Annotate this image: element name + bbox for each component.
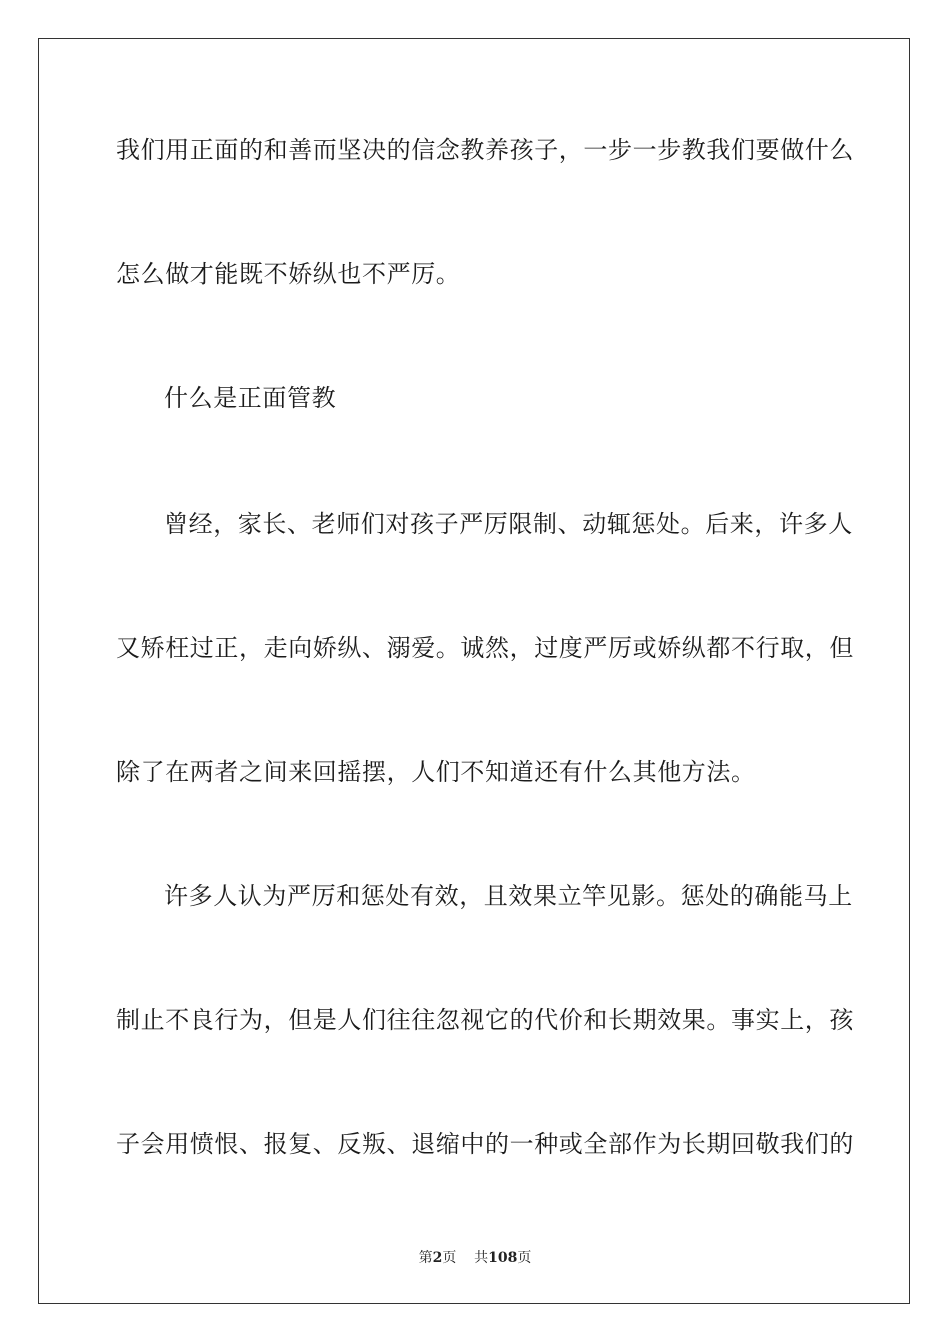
- body-text-line: 怎么做才能既不娇纵也不严厉。: [116, 260, 461, 288]
- page-border: [38, 38, 910, 1304]
- page-footer: [0, 1248, 950, 1268]
- footer-page-number: 2: [432, 1250, 443, 1266]
- body-text-line: 又矫枉过正，走向娇纵、溺爱。诚然，过度严厉或娇纵都不行取，但: [116, 634, 854, 662]
- body-text-line: 制止不良行为，但是人们往往忽视它的代价和长期效果。事实上，孩: [116, 1006, 854, 1034]
- footer-page-suffix: 页: [442, 1250, 457, 1266]
- footer-total-number: 108: [488, 1250, 518, 1266]
- section-heading: 什么是正面管教: [164, 384, 337, 412]
- body-text-line: 子会用愤恨、报复、反叛、退缩中的一种或全部作为长期回敬我们的: [116, 1130, 854, 1158]
- body-text-line: 除了在两者之间来回摇摆，人们不知道还有什么其他方法。: [116, 758, 756, 786]
- body-text-line: 曾经，家长、老师们对孩子严厉限制、动辄惩处。后来，许多人: [164, 510, 853, 538]
- body-text-line: 许多人认为严厉和惩处有效，且效果立竿见影。惩处的确能马上: [164, 882, 853, 910]
- footer-total-prefix: 共: [474, 1250, 489, 1266]
- body-text-line: 我们用正面的和善而坚决的信念教养孩子，一步一步教我们要做什么: [116, 136, 854, 164]
- footer-total-suffix: 页: [517, 1250, 532, 1266]
- footer-page-prefix: 第: [418, 1250, 433, 1266]
